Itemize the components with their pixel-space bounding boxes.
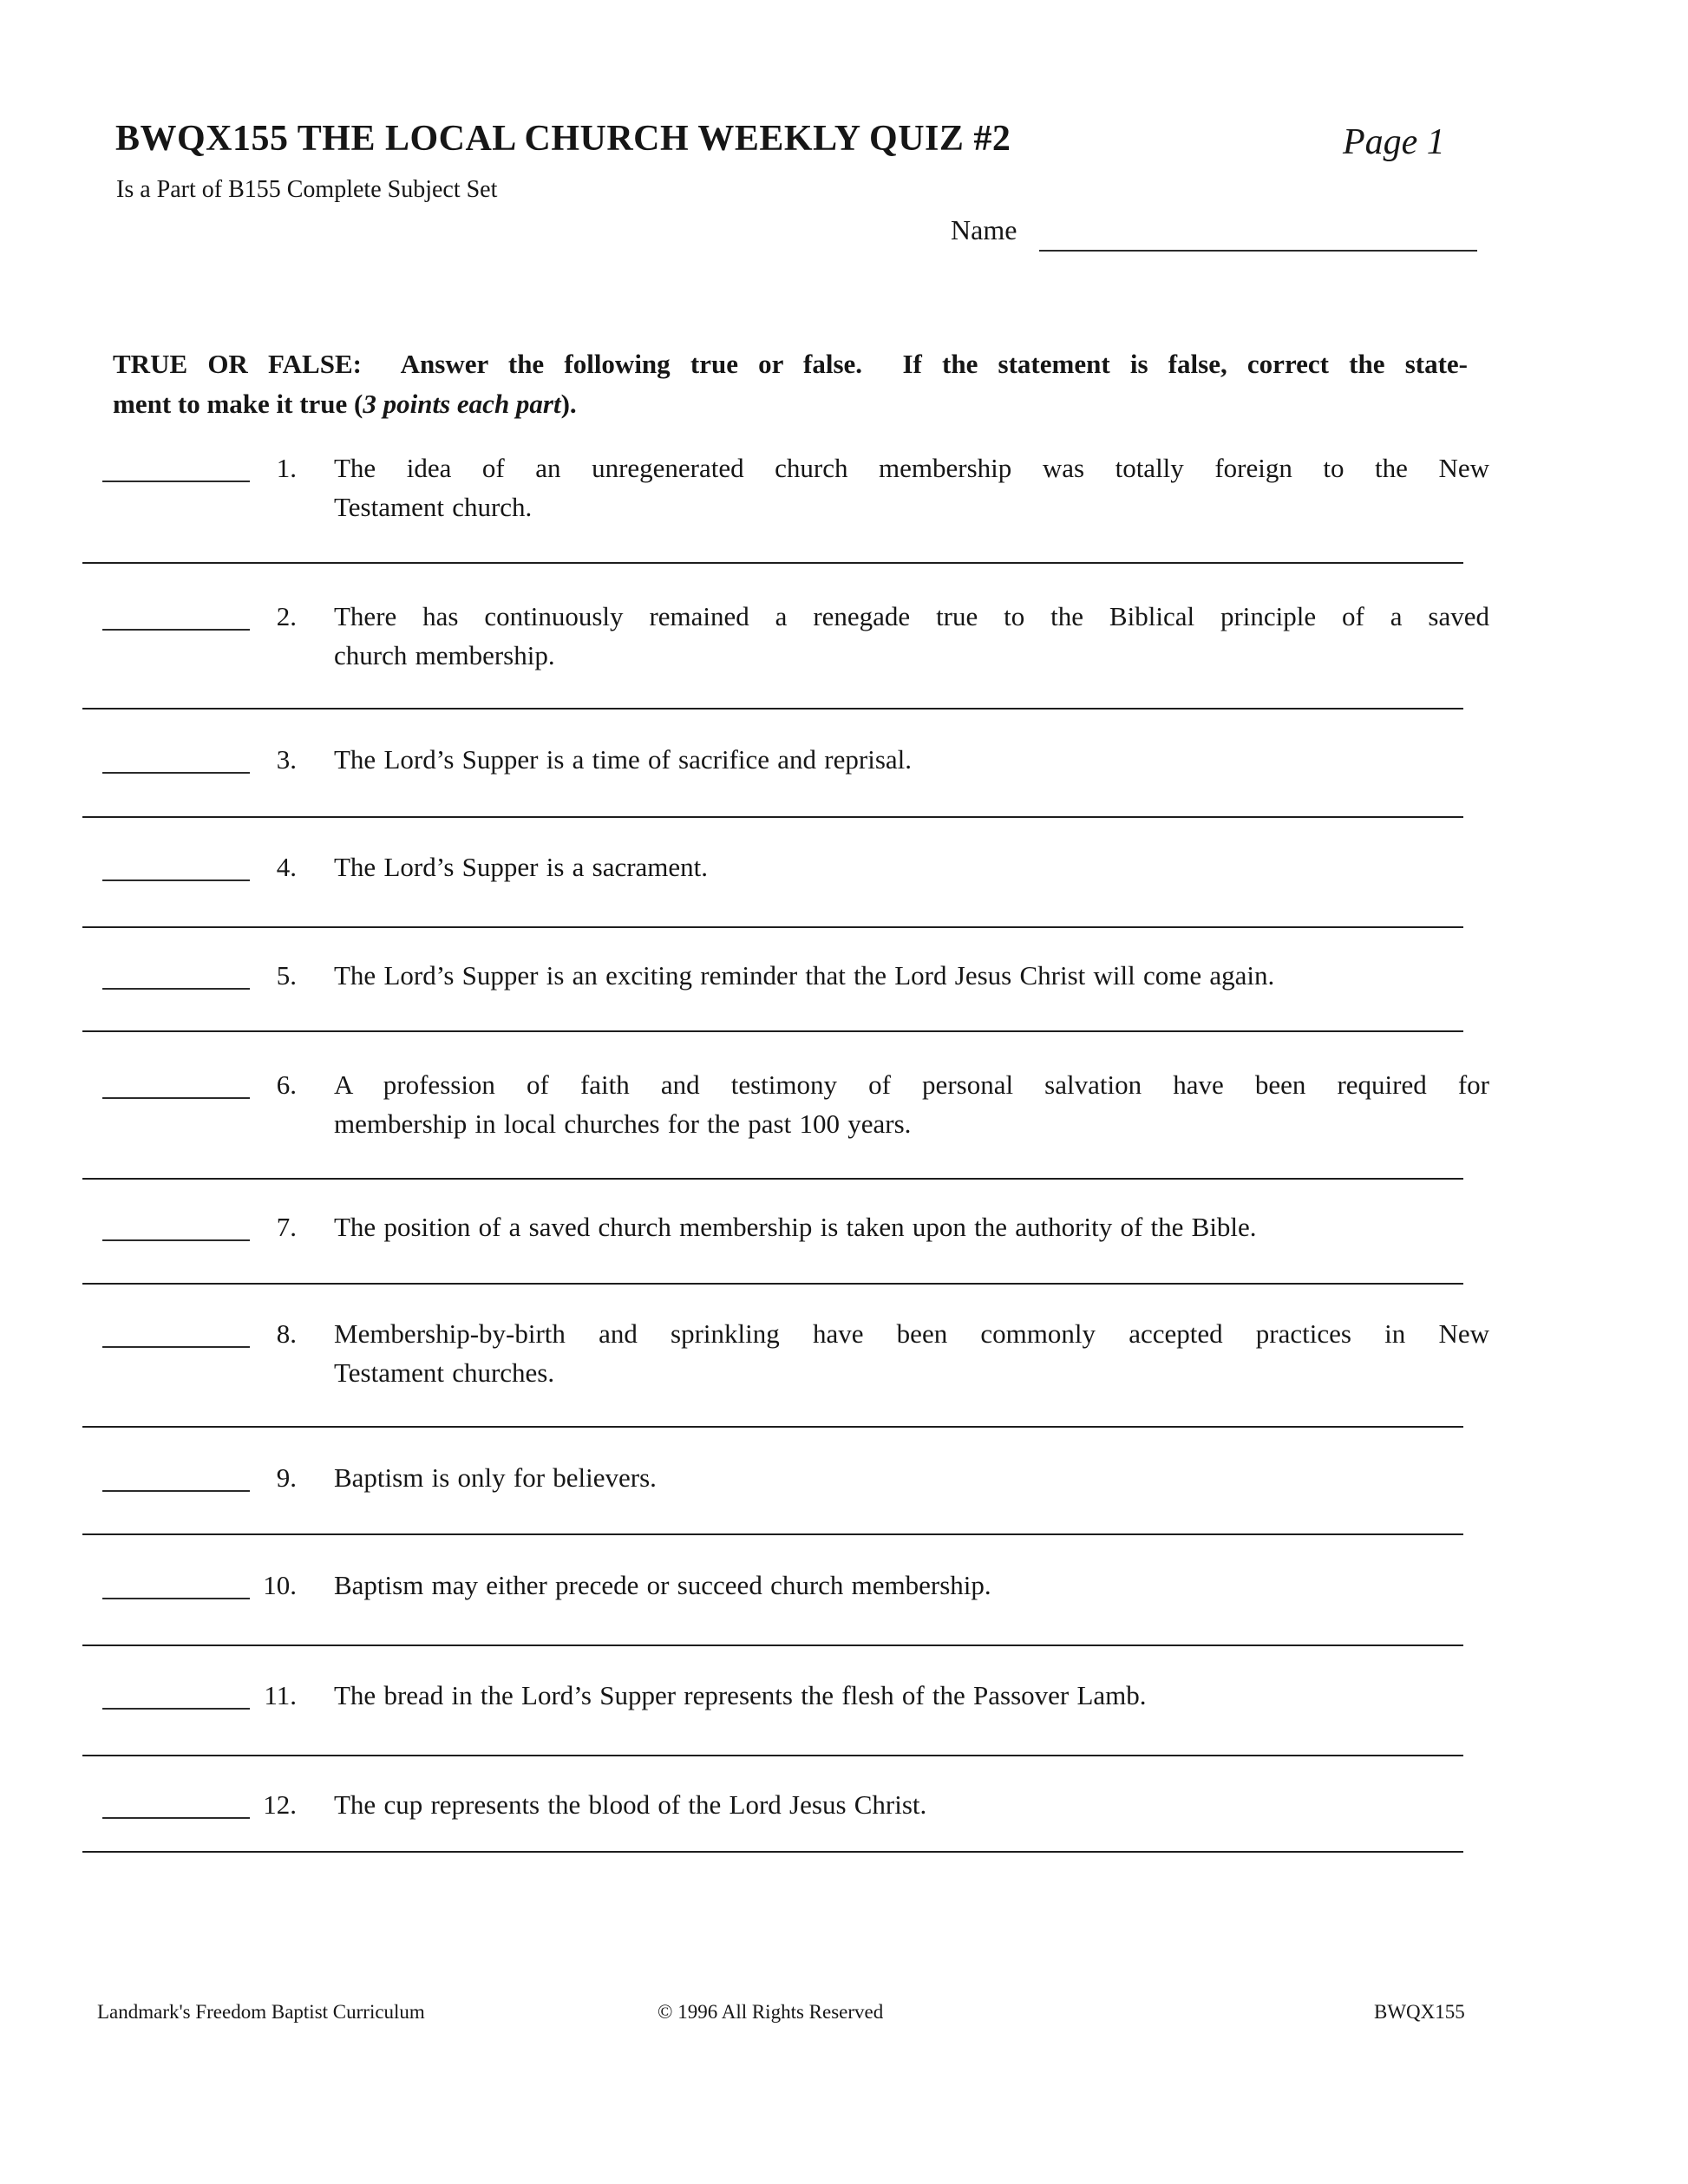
question-line: Membership-by-birth and sprinkling have been commonly accepted practices in New <box>334 1318 1489 1349</box>
separator-line <box>82 1755 1463 1756</box>
page-subtitle: Is a Part of B155 Complete Subject Set <box>116 176 498 203</box>
question-text <box>334 1566 1489 1605</box>
question-line: There has continuously remained a renegade true to the Biblical principle of a saved <box>334 601 1489 631</box>
question-line: Baptism is only for believers. <box>334 1462 657 1493</box>
question-text <box>334 1785 1489 1824</box>
question-line: A profession of faith and testimony of personal salvation have been required for <box>334 1069 1489 1100</box>
name-blank-line[interactable] <box>1039 222 1477 252</box>
question-line: Testament church. <box>334 492 533 522</box>
question-line: The cup represents the blood of the Lord Jesus Christ. <box>334 1789 927 1820</box>
separator-line <box>82 1283 1463 1285</box>
question-text <box>334 740 1489 779</box>
instructions-points-note: 3 points each part <box>363 389 561 419</box>
question-line: church membership. <box>334 640 555 670</box>
question-number: 6. <box>276 1069 297 1100</box>
instructions-line2-prefix: ment to make it true ( <box>113 389 363 419</box>
question-line: Testament churches. <box>334 1357 555 1388</box>
question-text <box>334 1314 1489 1392</box>
instructions-line2-suffix: ). <box>560 389 577 419</box>
question-number: 1. <box>276 453 297 483</box>
separator-line <box>82 1178 1463 1180</box>
page-title: BWQX155 THE LOCAL CHURCH WEEKLY QUIZ #2 <box>115 119 1011 159</box>
separator-line <box>82 1851 1463 1853</box>
question-line: The Lord’s Supper is a sacrament. <box>334 852 709 882</box>
separator-line <box>82 1030 1463 1032</box>
instructions-line2 <box>113 384 1468 424</box>
question-text <box>334 448 1489 526</box>
question-number: 5. <box>276 960 297 991</box>
question-line: The idea of an unregenerated church membership was totally foreign to the New <box>334 453 1489 483</box>
separator-line <box>82 816 1463 818</box>
question-text <box>334 597 1489 675</box>
separator-line <box>82 708 1463 709</box>
footer-code: BWQX155 <box>1374 2001 1465 2023</box>
question-number: 3. <box>276 744 297 775</box>
instructions-line1: TRUE OR FALSE: Answer the following true or false. If the statement is false, correct the state- <box>113 349 1468 379</box>
question-text <box>334 1207 1489 1246</box>
separator-line <box>82 562 1463 564</box>
question-number: 9. <box>276 1462 297 1493</box>
question-number: 7. <box>276 1212 297 1242</box>
page-number-label: Page 1 <box>1343 122 1445 162</box>
name-label: Name <box>951 214 1017 245</box>
footer-publisher: Landmark's Freedom Baptist Curriculum <box>97 2001 425 2023</box>
question-number: 8. <box>276 1318 297 1349</box>
question-text <box>334 1458 1489 1497</box>
question-line: Baptism may either precede or succeed church membership. <box>334 1570 991 1600</box>
question-number: 10. <box>263 1570 297 1600</box>
question-text <box>334 956 1489 995</box>
question-number: 11. <box>264 1680 297 1710</box>
question-text <box>334 1065 1489 1143</box>
question-line: membership in local churches for the past 100 years. <box>334 1108 912 1139</box>
question-line: The Lord’s Supper is an exciting reminder that the Lord Jesus Christ will come again. <box>334 960 1275 991</box>
question-line: The position of a saved church membership is taken upon the authority of the Bible. <box>334 1212 1257 1242</box>
question-text <box>334 1676 1489 1715</box>
question-text <box>334 847 1489 886</box>
question-number: 4. <box>276 852 297 882</box>
question-number: 2. <box>276 601 297 631</box>
separator-line <box>82 1533 1463 1535</box>
footer-copyright: © 1996 All Rights Reserved <box>658 2001 884 2023</box>
question-number: 12. <box>263 1789 297 1820</box>
question-line: The bread in the Lord’s Supper represents the flesh of the Passover Lamb. <box>334 1680 1147 1710</box>
question-line: The Lord’s Supper is a time of sacrifice and reprisal. <box>334 744 912 775</box>
separator-line <box>82 926 1463 928</box>
separator-line <box>82 1645 1463 1646</box>
instructions <box>113 344 1468 424</box>
separator-line <box>82 1426 1463 1428</box>
